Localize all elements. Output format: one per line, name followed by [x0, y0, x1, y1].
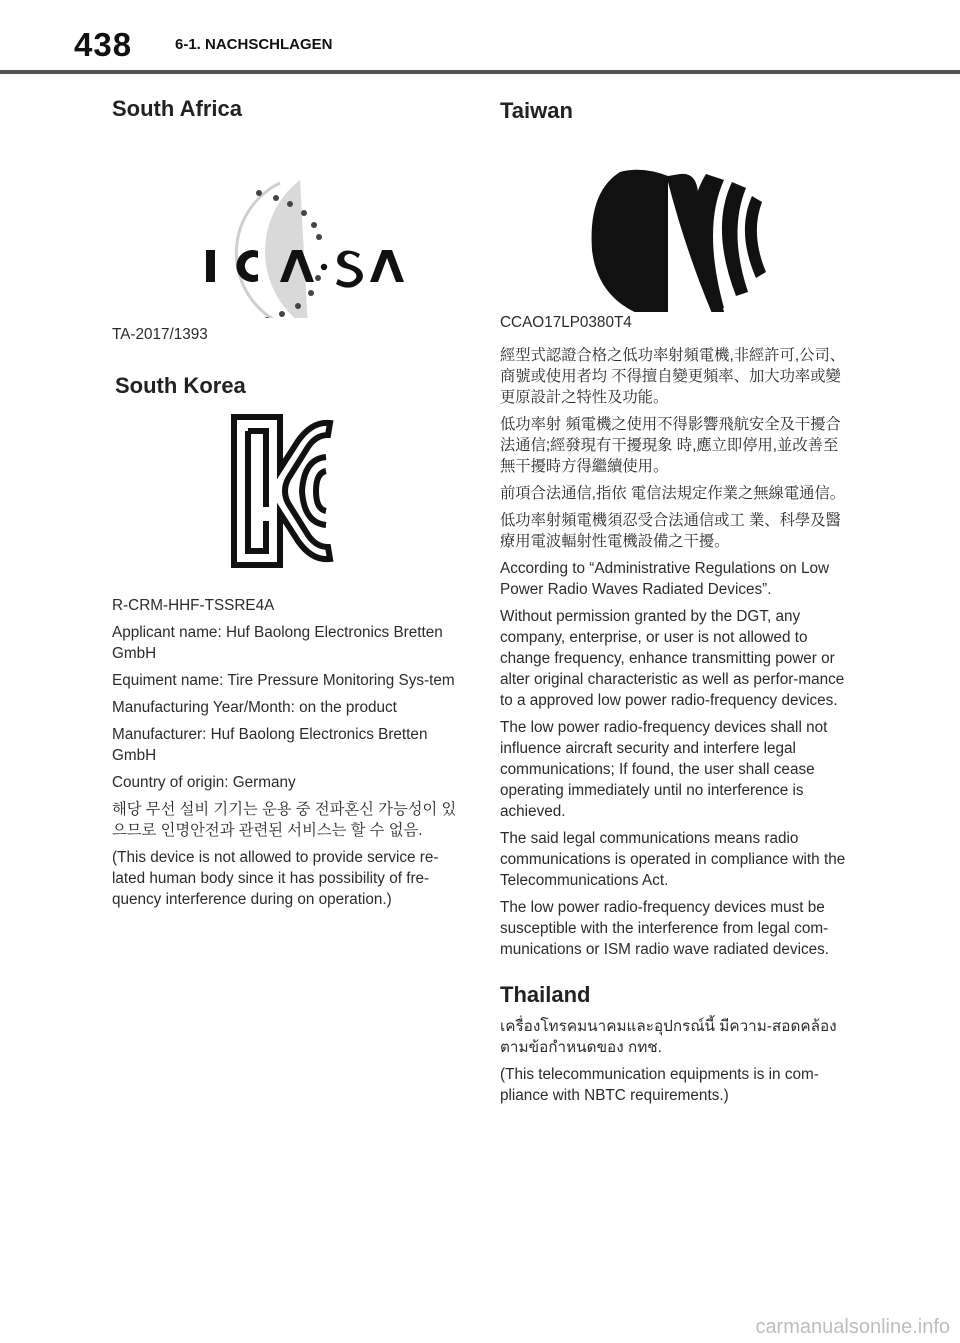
left-column [112, 88, 462, 916]
taiwan-paragraph: The low power radio-frequency devices shall not influence aircraft security and interfere legal communications; If found, the user shall cease operating immediately until no interference is achieved. [500, 719, 828, 820]
heading-south-korea: South Korea [115, 373, 246, 398]
taiwan-paragraph: 經型式認證合格之低功率射頻電機,非經許可,公司、商號或使用者均 不得擅自變更頻率、加大功率或變更原設計之特性及功能。 [500, 347, 846, 406]
taiwan-paragraph: 低功率射頻電機須忍受合法通信或工 業、科學及醫療用電波輻射性電機設備之干擾。 [500, 512, 841, 550]
kc-logo [112, 411, 462, 581]
heading-taiwan: Taiwan [500, 98, 573, 123]
korea-paragraph: (This device is not allowed to provide service re-lated human body since it has possibility of fre-quency interference during on operation.) [112, 849, 439, 908]
korea-paragraph: Manufacturer: Huf Baolong Electronics Bretten GmbH [112, 726, 428, 764]
heading-south-africa: South Africa [112, 96, 242, 121]
header-divider [0, 70, 960, 74]
right-column [500, 88, 852, 1112]
icasa-logo [112, 128, 462, 318]
taiwan-text [500, 345, 852, 960]
ncc-logo [500, 132, 852, 312]
taiwan-paragraph: 前項合法通信,指依 電信法規定作業之無線電通信。 [500, 485, 846, 502]
taiwan-paragraph: Without permission granted by the DGT, any company, enterprise, or user is not allowed to change frequency, enhance transmitting power or alter original characteristic as well as perfor-mance to a approved low power radio-frequency devices. [500, 608, 845, 709]
korea-paragraph: Applicant name: Huf Baolong Electronics Bretten GmbH [112, 624, 443, 662]
korea-paragraph: Manufacturing Year/Month: on the product [112, 699, 397, 716]
taiwan-paragraph: 低功率射 頻電機之使用不得影響飛航安全及干擾合法通信;經發現有干擾現象 時,應立即停用,並改善至無干擾時方得繼續使用。 [500, 416, 841, 475]
thailand-paragraph: (This telecommunication equipments is in com-pliance with NBTC requirements.) [500, 1066, 819, 1104]
page-number: 438 [74, 26, 133, 63]
ncc-code: CCAO17LP0380T4 [500, 314, 632, 331]
korea-paragraph: Country of origin: Germany [112, 774, 296, 791]
south-korea-text [112, 595, 462, 910]
korea-paragraph: 해당 무선 설비 기기는 운용 중 전파혼신 가능성이 있으므로 인명안전과 관련된 서비스는 할 수 없음. [112, 801, 457, 839]
page-header [0, 0, 960, 74]
chapter-title: 6-1. NACHSCHLAGEN [175, 36, 333, 53]
icasa-code: TA-2017/1393 [112, 326, 208, 343]
thailand-paragraph: เครื่องโทรคมนาคมและอุปกรณ์นี้ มีความ-สอดคล้องตามข้อกำหนดของ กทช. [500, 1018, 837, 1056]
watermark: carmanualsonline.info [755, 1316, 950, 1338]
korea-paragraph: R-CRM-HHF-TSSRE4A [112, 597, 275, 614]
thailand-text [500, 1016, 852, 1106]
taiwan-paragraph: According to “Administrative Regulations on Low Power Radio Waves Radiated Devices”. [500, 560, 830, 598]
taiwan-paragraph: The low power radio-frequency devices must be susceptible with the interference from legal com-munications or ISM radio wave radiated devices. [500, 899, 830, 958]
korea-paragraph: Equiment name: Tire Pressure Monitoring Sys-tem [112, 672, 455, 689]
taiwan-paragraph: The said legal communications means radio communications is operated in compliance with the Telecommunications Act. [500, 830, 846, 889]
heading-thailand: Thailand [500, 982, 591, 1007]
